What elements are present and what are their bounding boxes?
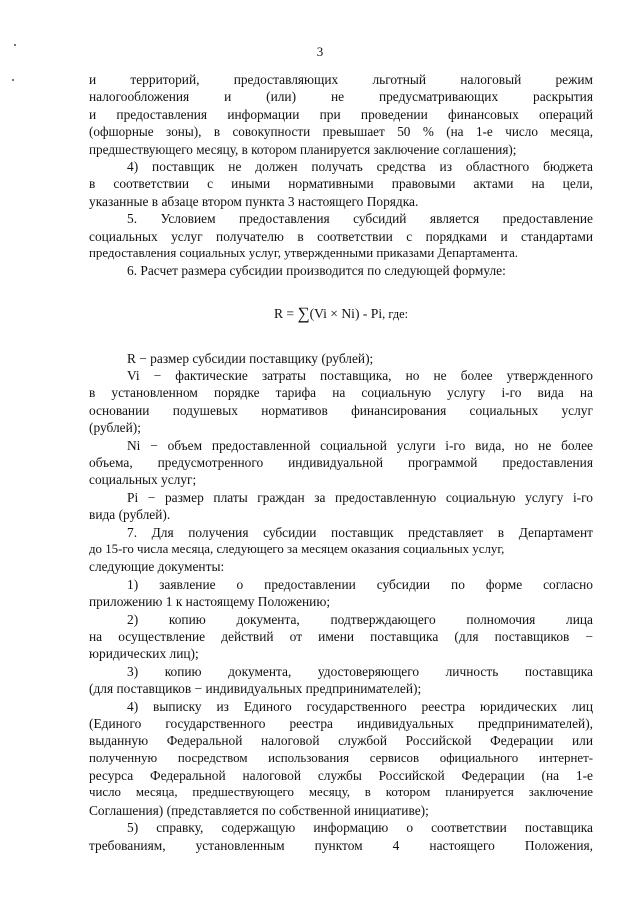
text-line: (для поставщиков − индивидуальных предпринимателей); (89, 681, 422, 697)
text-line: в соответствии с иными нормативными правовыми актами на цели, (89, 176, 593, 192)
text-line: на осуществление действий от имени поставщика (для поставщиков − (89, 628, 593, 644)
text-line: 1) заявление о предоставлении субсидии по форме согласно (127, 576, 593, 592)
text-line: 4) поставщик не должен получать средства из областного бюджета (127, 158, 593, 174)
text-line: указанные в абзаце втором пункта 3 настоящего Порядка. (89, 193, 419, 209)
text-line: 5) справку, содержащую информацию о соответствии поставщика (127, 820, 593, 836)
text-line: в установленном порядке тарифа на социальную услугу i-го вида на (89, 385, 593, 401)
text-line: Vi − фактические затраты поставщика, но не более утвержденного (127, 368, 593, 384)
text-line: и территорий, предоставляющих льготный налоговый режим (89, 72, 593, 87)
text-line: 7. Для получения субсидии поставщик представляет в Департамент (127, 524, 593, 540)
text-line: объема, предусмотренного индивидуальной программой предоставления (89, 455, 593, 471)
document-body (89, 71, 593, 854)
formula-lhs: R = (273, 305, 298, 321)
text-line: (рублей); (89, 420, 141, 436)
text-line: социальных услуг; (89, 472, 197, 488)
text-line: 6. Расчет размера субсидии производится по следующей формуле: (127, 263, 506, 279)
text-line: следующие документы: (89, 559, 225, 575)
text-line: юридических лиц); (89, 646, 199, 662)
text-line: Ni − объем предоставленной социальной услуги i-го вида, но не более (127, 437, 593, 453)
text-line: социальных услуг получателю в соответствии с порядками и стандартами (89, 228, 593, 244)
subsidy-formula (89, 304, 593, 324)
text-line: предоставления социальных услуг, утвержденными приказами Департамента. (89, 245, 519, 260)
text-line: приложению 1 к настоящему Положению; (89, 594, 331, 610)
text-line: выданную Федеральной налоговой службой Российской Федерации или (89, 733, 593, 749)
text-line: (Единого государственного реестра индивидуальных предпринимателей), (89, 715, 593, 731)
text-line: налогообложения и (или) не предусматривающих раскрытия (89, 89, 593, 105)
text-line: требованиям, установленным пунктом 4 настоящего Положения, (89, 837, 593, 853)
text-line: число месяца, предшествующего месяцу, в котором планируется заключение (89, 785, 593, 800)
text-line: 2) копию документа, подтверждающего полномочия лица (127, 611, 593, 627)
sum-symbol: ∑ (297, 303, 310, 323)
text-line: Pi − размер платы граждан за предоставленную социальную услугу i-го (127, 489, 593, 505)
scan-mark (12, 79, 14, 81)
text-line: (офшорные зоны), в совокупности превышает 50 % (на 1-е число месяца, (89, 124, 593, 140)
text-line: 4) выписку из Единого государственного реестра юридических лиц (127, 698, 593, 714)
text-line: вида (рублей). (89, 507, 171, 523)
text-line: Соглашения) (представляется по собственной инициативе); (89, 802, 429, 818)
formula-tail: , где: (382, 306, 409, 321)
text-line: предшествующего месяцу, в котором планируется заключение соглашения); (89, 141, 517, 157)
page-number: 3 (316, 44, 324, 59)
text-line: до 15-го числа месяца, следующего за месяцем оказания социальных услуг, (89, 541, 505, 556)
text-line: ресурса Федеральной налоговой службы Российской Федерации (на 1-е (89, 768, 593, 784)
text-line: основании подушевых нормативов финансирования социальных услуг (89, 402, 593, 418)
text-line: 3) копию документа, удостоверяющего личность поставщика (127, 663, 593, 679)
text-line: R − размер субсидии поставщику (рублей); (127, 350, 374, 366)
text-line: полученную посредством использования сервисов официального интернет- (89, 750, 593, 765)
text-line: 5. Условием предоставления субсидий является предоставление (127, 211, 593, 227)
text-line: и предоставления информации при проведении финансовых операций (89, 106, 593, 122)
formula-body: (Vi × Ni) - Pi (309, 305, 383, 321)
